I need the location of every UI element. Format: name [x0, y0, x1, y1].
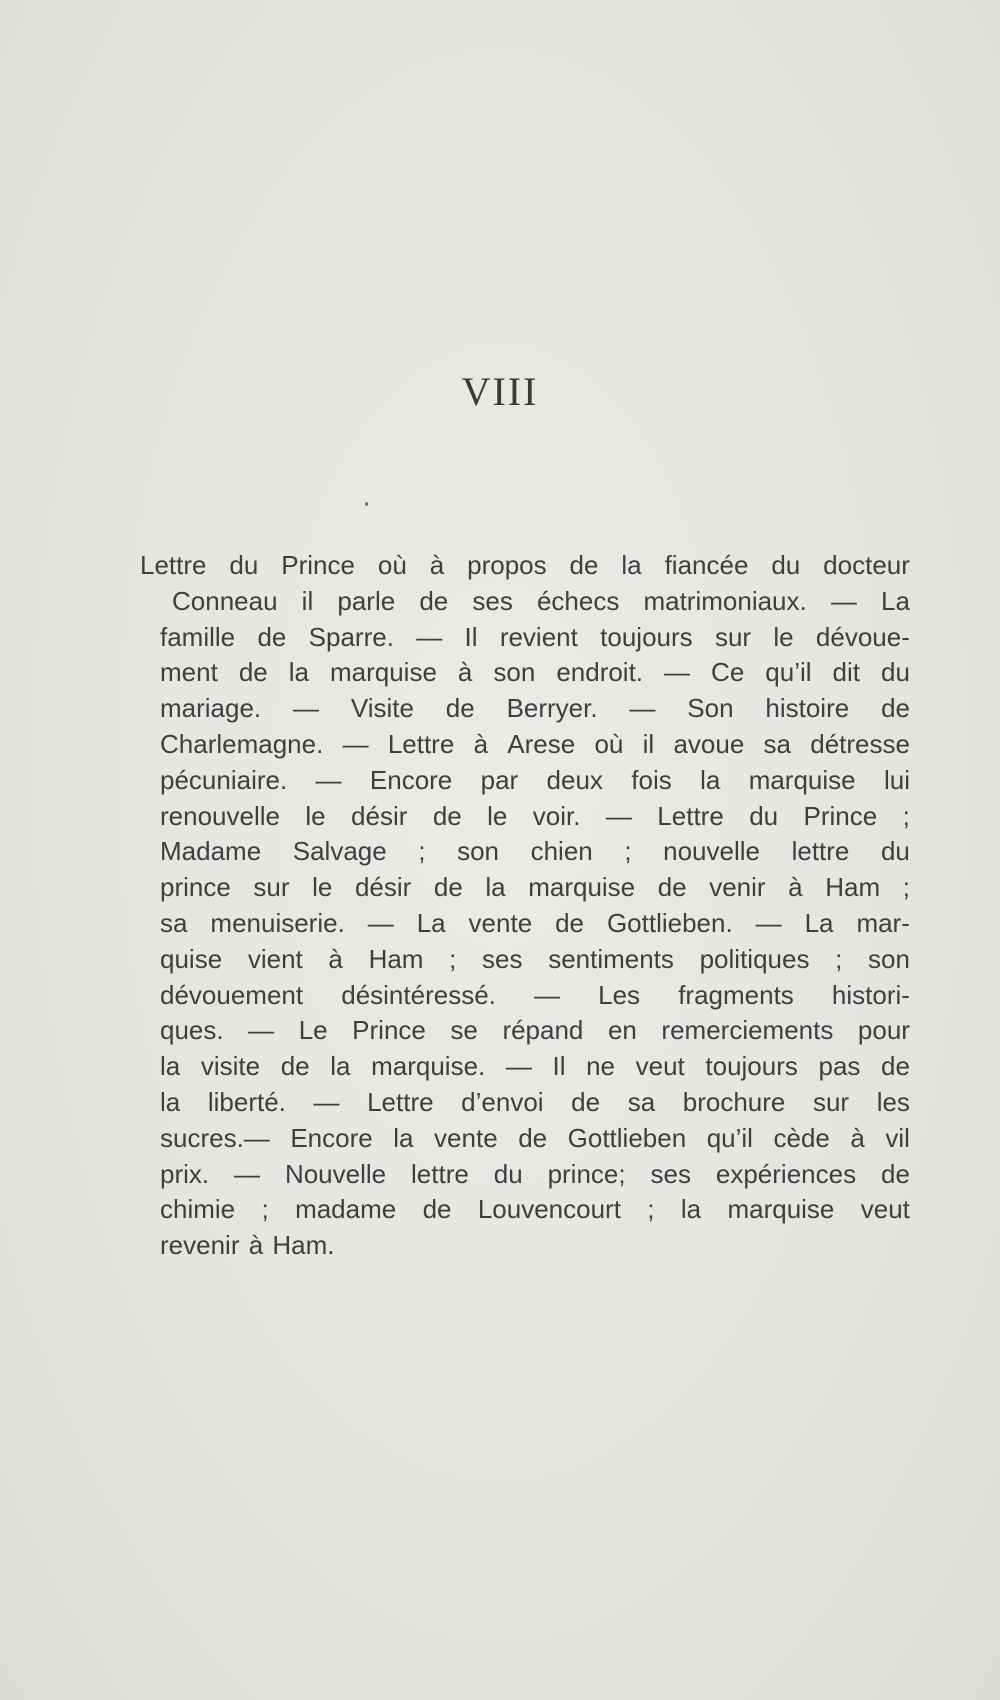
print-speck	[365, 502, 368, 506]
chapter-summary	[140, 548, 910, 1264]
summary-line: la visite de la marquise. — Il ne veut toujours pas de	[160, 1051, 910, 1082]
summary-line: renouvelle le désir de le voir. — Lettre du Prince ;	[160, 800, 910, 831]
summary-line: prince sur le désir de la marquise de venir à Ham ;	[160, 872, 910, 903]
summary-line: pécuniaire. — Encore par deux fois la marquise lui	[160, 764, 910, 795]
summary-line: sa menuiserie. — La vente de Gottlieben. — La mar-	[160, 907, 910, 938]
summary-line: dévouement désintéressé. — Les fragments histori-	[160, 979, 910, 1010]
summary-line: mariage. — Visite de Berryer. — Son histoire de	[160, 693, 910, 724]
summary-line: Lettre du Prince où à propos de la fiancée du docteur	[140, 550, 910, 580]
summary-line: sucres.— Encore la vente de Gottlieben qu’il cède à vil	[160, 1122, 910, 1153]
summary-line: ques. — Le Prince se répand en remerciements pour	[160, 1015, 910, 1046]
summary-line: ment de la marquise à son endroit. — Ce qu’il dit du	[160, 657, 910, 688]
summary-line: famille de Sparre. — Il revient toujours sur le dévoue-	[160, 621, 910, 652]
summary-line: revenir à Ham.	[160, 1230, 335, 1261]
summary-line: Madame Salvage ; son chien ; nouvelle lettre du	[160, 836, 910, 867]
chapter-numeral: VIII	[461, 369, 539, 414]
summary-line: la liberté. — Lettre d’envoi de sa brochure sur les	[160, 1086, 910, 1117]
summary-line: quise vient à Ham ; ses sentiments politiques ; son	[160, 943, 910, 974]
summary-line: Conneau il parle de ses échecs matrimoniaux. — La	[172, 585, 910, 616]
summary-line: Charlemagne. — Lettre à Arese où il avoue sa détresse	[160, 728, 910, 759]
summary-line: chimie ; madame de Louvencourt ; la marquise veut	[160, 1194, 910, 1225]
summary-line: prix. — Nouvelle lettre du prince; ses expériences de	[160, 1158, 910, 1189]
